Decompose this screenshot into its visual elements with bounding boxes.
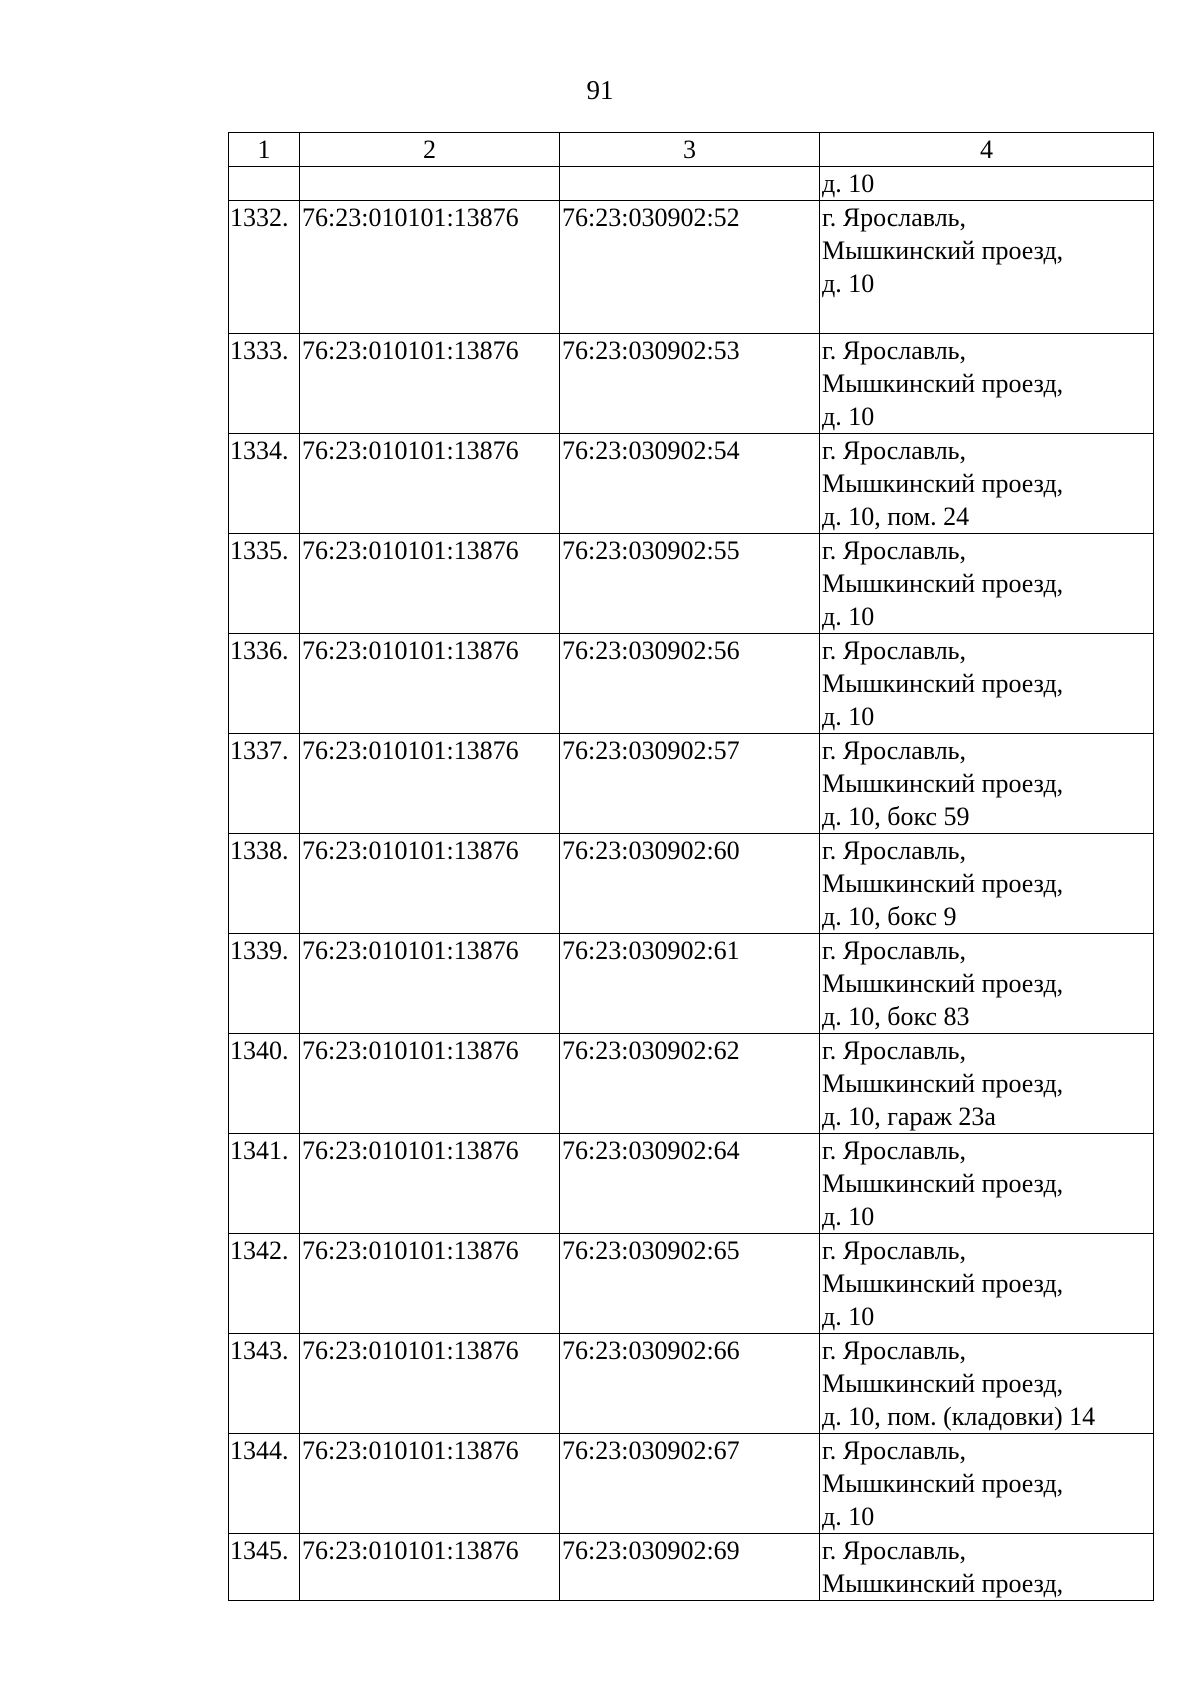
address-line: Мышкинский проезд, xyxy=(822,669,1064,698)
cadastral-number-cell: 76:23:010101:13876 xyxy=(300,201,560,334)
object-cadastral-number-cell: 76:23:030902:66 xyxy=(560,1334,820,1434)
address-line: Мышкинский проезд, xyxy=(822,569,1064,598)
header-cell-2: 2 xyxy=(300,133,560,167)
row-number-cell: 1332. xyxy=(229,201,300,334)
cadastral-number-cell: 76:23:010101:13876 xyxy=(300,934,560,1034)
address-cell xyxy=(820,1534,1154,1601)
address-line: г. Ярославль, xyxy=(822,203,967,232)
address-line: д. 10 xyxy=(822,402,875,431)
cadastral-number-cell: 76:23:010101:13876 xyxy=(300,834,560,934)
header-cell-4: 4 xyxy=(820,133,1154,167)
address-line: д. 10 xyxy=(822,269,875,298)
table-row xyxy=(229,334,1154,434)
address-line: д. 10 xyxy=(822,702,875,731)
row-number-cell: 1333. xyxy=(229,334,300,434)
address-cell xyxy=(820,934,1154,1034)
object-cadastral-number-cell: 76:23:030902:65 xyxy=(560,1234,820,1334)
cadastral-number-cell: 76:23:010101:13876 xyxy=(300,1134,560,1234)
address-line: г. Ярославль, xyxy=(822,436,967,465)
cadastral-number-cell: 76:23:010101:13876 xyxy=(300,734,560,834)
address-line: Мышкинский проезд, xyxy=(822,469,1064,498)
address-line: д. 10 xyxy=(822,1302,875,1331)
address-cell xyxy=(820,434,1154,534)
row-number-cell: 1345. xyxy=(229,1534,300,1601)
cadastral-number-cell: 76:23:010101:13876 xyxy=(300,334,560,434)
header-cell-3: 3 xyxy=(560,133,820,167)
header-cell-1: 1 xyxy=(229,133,300,167)
address-cell xyxy=(820,1234,1154,1334)
address-line: д. 10, гараж 23а xyxy=(822,1102,996,1131)
address-line: г. Ярославль, xyxy=(822,836,967,865)
object-cadastral-number-cell: 76:23:030902:64 xyxy=(560,1134,820,1234)
table-row xyxy=(229,734,1154,834)
address-line: г. Ярославль, xyxy=(822,736,967,765)
address-line: д. 10, пом. 24 xyxy=(822,502,970,531)
address-line: д. 10, бокс 83 xyxy=(822,1002,970,1031)
address-line: Мышкинский проезд, xyxy=(822,769,1064,798)
address-line: г. Ярославль, xyxy=(822,1036,967,1065)
address-cell xyxy=(820,334,1154,434)
object-cadastral-number-cell: 76:23:030902:52 xyxy=(560,201,820,334)
address-line: Мышкинский проезд, xyxy=(822,869,1064,898)
continuation-col3-cell xyxy=(560,167,820,201)
address-line: д. 10, пом. (кладовки) 14 xyxy=(822,1402,1096,1431)
address-line: Мышкинский проезд, xyxy=(822,1469,1064,1498)
address-line: д. 10 xyxy=(822,602,875,631)
object-cadastral-number-cell: 76:23:030902:61 xyxy=(560,934,820,1034)
table-row xyxy=(229,1134,1154,1234)
address-line: д. 10 xyxy=(822,1202,875,1231)
cadastral-number-cell: 76:23:010101:13876 xyxy=(300,1234,560,1334)
address-cell xyxy=(820,734,1154,834)
row-number-cell: 1337. xyxy=(229,734,300,834)
table-row xyxy=(229,634,1154,734)
cadastral-number-cell: 76:23:010101:13876 xyxy=(300,434,560,534)
cadastral-number-cell: 76:23:010101:13876 xyxy=(300,1034,560,1134)
cadastral-number-cell: 76:23:010101:13876 xyxy=(300,1534,560,1601)
table-row xyxy=(229,934,1154,1034)
object-cadastral-number-cell: 76:23:030902:57 xyxy=(560,734,820,834)
address-cell xyxy=(820,834,1154,934)
object-cadastral-number-cell: 76:23:030902:62 xyxy=(560,1034,820,1134)
continuation-col2-cell xyxy=(300,167,560,201)
row-number-cell: 1334. xyxy=(229,434,300,534)
cadastral-number-cell: 76:23:010101:13876 xyxy=(300,1434,560,1534)
address-cell xyxy=(820,201,1154,334)
row-number-cell: 1335. xyxy=(229,534,300,634)
address-line: Мышкинский проезд, xyxy=(822,969,1064,998)
cadastral-number-cell: 76:23:010101:13876 xyxy=(300,534,560,634)
address-line: г. Ярославль, xyxy=(822,336,967,365)
table-row xyxy=(229,201,1154,334)
cadastral-number-cell: 76:23:010101:13876 xyxy=(300,1334,560,1434)
address-line: г. Ярославль, xyxy=(822,636,967,665)
object-cadastral-number-cell: 76:23:030902:67 xyxy=(560,1434,820,1534)
address-line: г. Ярославль, xyxy=(822,1136,967,1165)
address-line: Мышкинский проезд, xyxy=(822,1169,1064,1198)
table-row xyxy=(229,1234,1154,1334)
object-cadastral-number-cell: 76:23:030902:54 xyxy=(560,434,820,534)
table-row xyxy=(229,834,1154,934)
object-cadastral-number-cell: 76:23:030902:53 xyxy=(560,334,820,434)
address-line: д. 10, бокс 9 xyxy=(822,902,957,931)
continuation-num-cell xyxy=(229,167,300,201)
table-row xyxy=(229,1434,1154,1534)
object-cadastral-number-cell: 76:23:030902:60 xyxy=(560,834,820,934)
address-line: Мышкинский проезд, xyxy=(822,1369,1064,1398)
address-line: Мышкинский проезд, xyxy=(822,369,1064,398)
cadastral-number-cell: 76:23:010101:13876 xyxy=(300,634,560,734)
address-line: д. 10 xyxy=(822,169,875,198)
address-line: д. 10 xyxy=(822,1502,875,1531)
address-line: г. Ярославль, xyxy=(822,1436,967,1465)
header-row xyxy=(229,133,1154,167)
address-line: г. Ярославль, xyxy=(822,536,967,565)
address-line: г. Ярославль, xyxy=(822,936,967,965)
table-row xyxy=(229,1534,1154,1601)
row-number-cell: 1344. xyxy=(229,1434,300,1534)
address-line: Мышкинский проезд, xyxy=(822,1569,1064,1598)
row-number-cell: 1339. xyxy=(229,934,300,1034)
address-line: г. Ярославль, xyxy=(822,1236,967,1265)
address-cell xyxy=(820,1334,1154,1434)
continuation-row xyxy=(229,167,1154,201)
address-cell xyxy=(820,634,1154,734)
row-number-cell: 1341. xyxy=(229,1134,300,1234)
table-row xyxy=(229,1334,1154,1434)
table-row xyxy=(229,1034,1154,1134)
table-row xyxy=(229,534,1154,634)
continuation-address-cell xyxy=(820,167,1154,201)
row-number-cell: 1343. xyxy=(229,1334,300,1434)
address-cell xyxy=(820,1134,1154,1234)
object-cadastral-number-cell: 76:23:030902:56 xyxy=(560,634,820,734)
table-row xyxy=(229,434,1154,534)
registry-table xyxy=(228,132,1154,1601)
address-line: Мышкинский проезд, xyxy=(822,236,1064,265)
address-cell xyxy=(820,1034,1154,1134)
row-number-cell: 1340. xyxy=(229,1034,300,1134)
address-line: Мышкинский проезд, xyxy=(822,1069,1064,1098)
object-cadastral-number-cell: 76:23:030902:55 xyxy=(560,534,820,634)
address-line: г. Ярославль, xyxy=(822,1536,967,1565)
address-line: д. 10, бокс 59 xyxy=(822,802,970,831)
row-number-cell: 1336. xyxy=(229,634,300,734)
row-number-cell: 1338. xyxy=(229,834,300,934)
row-number-cell: 1342. xyxy=(229,1234,300,1334)
address-cell xyxy=(820,1434,1154,1534)
address-line: Мышкинский проезд, xyxy=(822,1269,1064,1298)
address-line: г. Ярославль, xyxy=(822,1336,967,1365)
address-cell xyxy=(820,534,1154,634)
page-number: 91 xyxy=(586,75,614,105)
object-cadastral-number-cell: 76:23:030902:69 xyxy=(560,1534,820,1601)
